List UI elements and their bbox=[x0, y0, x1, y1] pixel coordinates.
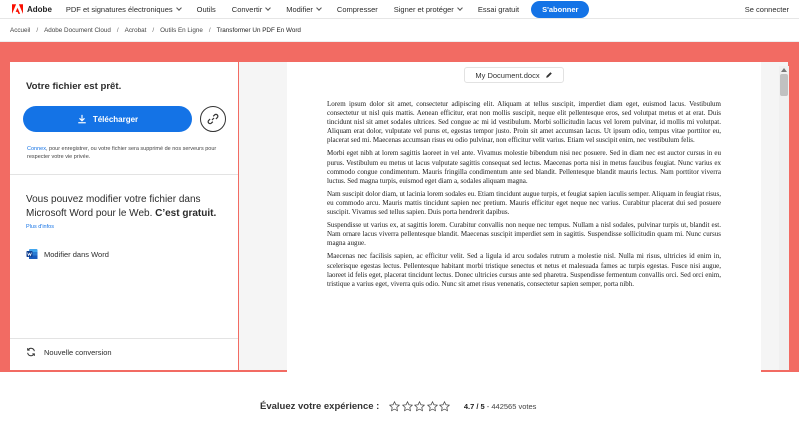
more-info-link[interactable]: Plus d'infos bbox=[26, 224, 54, 230]
document-preview bbox=[287, 62, 761, 375]
rating-row bbox=[260, 401, 536, 412]
adobe-logo[interactable] bbox=[12, 4, 52, 14]
chevron-down-icon bbox=[265, 5, 271, 11]
chevron-down-icon bbox=[176, 5, 182, 11]
result-title: Votre fichier est prêt. bbox=[26, 81, 122, 92]
brand-name: Adobe bbox=[27, 4, 52, 14]
breadcrumb-item[interactable]: Accueil bbox=[10, 27, 31, 34]
breadcrumb-item[interactable]: Acrobat bbox=[124, 27, 147, 34]
scroll-thumb[interactable] bbox=[780, 74, 788, 96]
download-label: Télécharger bbox=[92, 114, 139, 124]
document-paragraph: Nam suscipit dolor diam, ut lacinia lorem sodales eu. Etiam tincidunt augue turpis, et feugiat sapien iaculis semper. Aliquam in feugiat risus, eu commodo arcu. Mauris mattis tincidunt sapien nec pretium. Mauris efficitur eget neque nec varius. Curabitur placerat dui sed posuere suscipit. Vivamus sed tellus sapien. Duis porta hendrerit dapibus. bbox=[327, 189, 721, 217]
document-paragraph: Morbi eget nibh at lorem sagittis laoreet in vel ante. Vivamus molestie bibendum nisi nec posuere. Sed in diam nec est auctor cursus in eu purus. Vestibulum eu metus ut lacus vulputate sagittis consequat sed lectus. Maecenas porta nisi in metus faucibus feugiat. Nunc varius ex commodo congue condimentum. Mauris fringilla condimentum ante sed blandit. Pellentesque blandit mauris lectus. Nam porttitor viverra luctus. Sed magna turpis, euismod eget diam a, sodales aliquam magna. bbox=[327, 149, 721, 185]
breadcrumb-separator: / bbox=[116, 27, 119, 34]
word-icon bbox=[26, 248, 38, 260]
breadcrumb bbox=[0, 20, 799, 42]
result-panel bbox=[10, 62, 238, 370]
nav-modifier[interactable]: Modifier bbox=[286, 5, 321, 14]
rating-score: 4.7 / 5 - 442565 votes bbox=[463, 402, 537, 411]
link-icon bbox=[207, 113, 219, 125]
signin-link[interactable]: Se connecter bbox=[744, 5, 789, 14]
document-paragraph: Maecenas nec facilisis sapien, ac efficitur velit. Sed a ligula id arcu sodales rutrum a molestie nisl. Nulla mi risus, ultricies id enim in, scelerisque egestas lectus. Pellentesque habitant morbi tristique senectus et netus et malesuada fames ac turpis egestas. Fusce nisi augue, laoreet id felis eget, placerat tincidunt lectus. Donec ultricies cursus ante sed pharetra. Suspendisse fermentum convallis orci. Sed orci enim, tristique a varius eget, viverra quis odio. Nunc sit amet risus venenatis, consectetur sapien semper, porta nibh. bbox=[327, 252, 721, 288]
breadcrumb-separator: / bbox=[36, 27, 39, 34]
document-name-field[interactable] bbox=[464, 67, 564, 83]
nav-convertir[interactable]: Convertir bbox=[232, 5, 270, 14]
star-icon[interactable] bbox=[427, 401, 438, 412]
chevron-down-icon bbox=[457, 5, 463, 11]
breadcrumb-separator: / bbox=[152, 27, 155, 34]
new-conversion-button[interactable] bbox=[26, 347, 112, 357]
rating-label: Évaluez votre expérience : bbox=[260, 401, 380, 412]
share-link-button[interactable] bbox=[200, 106, 226, 132]
privacy-note: Connex, pour enregistrer, ou votre fichier sera supprimé de nos serveurs pour respecter votre vie privée. bbox=[27, 146, 217, 160]
breadcrumb-item[interactable]: Outils En Ligne bbox=[160, 27, 203, 34]
document-paragraph: Lorem ipsum dolor sit amet, consectetur adipiscing elit. Aliquam at tellus suscipit, imperdiet diam eget, euismod lacus. Vestibulum consectetur ut nisl quis mattis. Aenean efficitur, erat non mollis suscipit, neque elit pellentesque eros, sed volutpat metus et at erat. Duis tincidunt nisl sit amet sodales ultrices. Sed congue ac mi id vestibulum. Morbi sollicitudin lacus vel lorem pulvinar, id mollis mi volutpat. Aliquam erat dolor, vulputate vel purus et, egestas tempor justo. Proin sit amet accumsan lacus. Ut ipsum odio, tempus vitae porttitor eu, placerat sed mi. Maecenas accumsan risus eu odio pulvinar, non efficitur velit varius. Etiam vel suscipit enim, nec vestibulum felis. bbox=[327, 100, 721, 145]
subscribe-button[interactable]: S'abonner bbox=[531, 1, 589, 18]
nav-signer-proteger[interactable]: Signer et protéger bbox=[394, 5, 462, 14]
star-icon[interactable] bbox=[389, 401, 400, 412]
nav-compresser[interactable]: Compresser bbox=[336, 4, 378, 14]
star-icon[interactable] bbox=[402, 401, 413, 412]
refresh-icon bbox=[26, 347, 36, 357]
pencil-icon bbox=[545, 71, 553, 79]
document-name: My Document.docx bbox=[475, 70, 540, 80]
download-button[interactable] bbox=[23, 106, 192, 132]
divider bbox=[10, 338, 238, 339]
breadcrumb-item[interactable]: Adobe Document Cloud bbox=[44, 27, 111, 34]
document-paragraph: Suspendisse ut varius ex, at sagittis lorem. Curabitur convallis non neque nec tempus. Nullam a nisl sodales, pulvinar turpis ut, blandit est. Nam ornare lacus viverra pellentesque blandit. Maecenas suscipit imperdiet sem in sagittis. Suspendisse sollicitudin quam mi. Nunc cursus magna augue. bbox=[327, 221, 721, 248]
top-nav bbox=[0, 0, 799, 19]
nav-essai-gratuit[interactable]: Essai gratuit bbox=[477, 4, 520, 14]
document-body bbox=[327, 100, 721, 293]
word-promo-text: Vous pouvez modifier votre fichier dans Microsoft Word pour le Web. C’est gratuit. bbox=[26, 194, 217, 219]
adobe-logo-icon bbox=[12, 4, 23, 14]
edit-in-word-button[interactable] bbox=[26, 248, 109, 260]
nav-pdf-signatures[interactable]: PDF et signatures électroniques bbox=[66, 5, 181, 14]
nav-outils[interactable]: Outils bbox=[196, 4, 216, 14]
scroll-up-arrow-icon[interactable] bbox=[781, 68, 787, 72]
chevron-down-icon bbox=[316, 5, 322, 11]
signin-note-link[interactable]: Connex bbox=[27, 146, 46, 152]
breadcrumb-separator: / bbox=[208, 27, 211, 34]
breadcrumb-current: Transformer Un PDF En Word bbox=[216, 27, 301, 34]
rating-stars bbox=[389, 401, 452, 412]
star-icon[interactable] bbox=[414, 401, 425, 412]
divider bbox=[10, 174, 238, 175]
document-scrollbar[interactable] bbox=[779, 66, 789, 370]
footer-rating bbox=[0, 372, 799, 429]
download-icon bbox=[77, 114, 87, 124]
star-icon[interactable] bbox=[439, 401, 450, 412]
new-conversion-label: Nouvelle conversion bbox=[44, 347, 112, 357]
edit-in-word-label: Modifier dans Word bbox=[44, 249, 109, 259]
